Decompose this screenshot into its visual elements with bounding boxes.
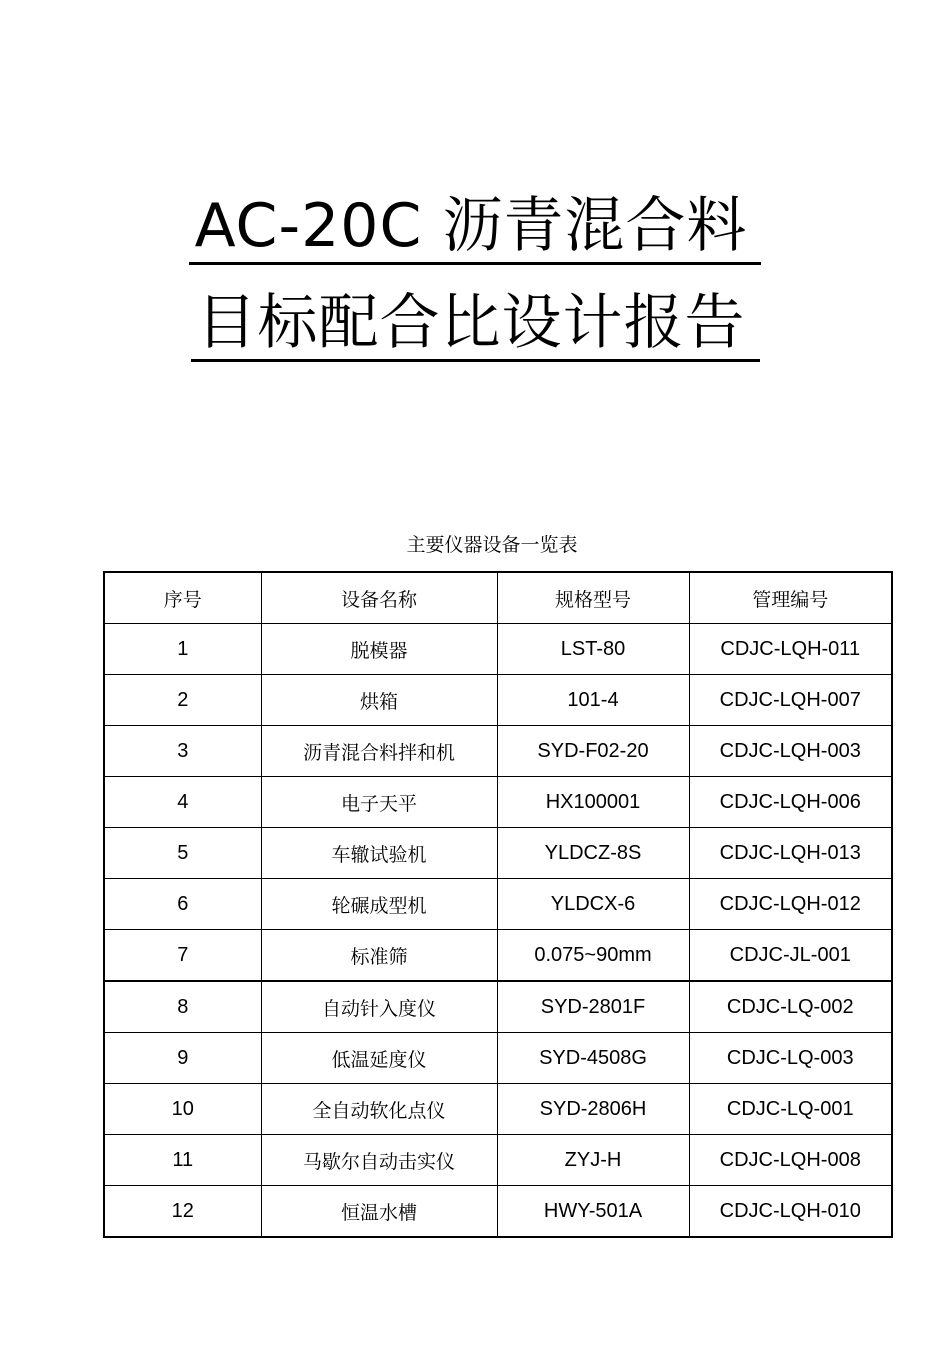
cell-equipment-name: 烘箱 [261, 675, 497, 726]
cell-serial-no: 3 [104, 726, 261, 777]
table-row [104, 1186, 892, 1238]
cell-serial-no: 11 [104, 1135, 261, 1186]
cell-model: SYD-4508G [497, 1033, 689, 1084]
report-title-line-1: AC-20C 沥青混合料 [189, 190, 762, 265]
cell-model: YLDCZ-8S [497, 828, 689, 879]
cell-serial-no: 10 [104, 1084, 261, 1135]
cell-serial-no: 9 [104, 1033, 261, 1084]
cell-equipment-name: 沥青混合料拌和机 [261, 726, 497, 777]
header-management-code: 管理编号 [689, 572, 892, 624]
cell-management-code: CDJC-LQ-003 [689, 1033, 892, 1084]
cell-equipment-name: 标准筛 [261, 930, 497, 982]
report-title-line-2: 目标配合比设计报告 [191, 287, 760, 362]
cell-model: 0.075~90mm [497, 930, 689, 982]
cell-equipment-name: 自动针入度仪 [261, 981, 497, 1033]
cell-serial-no: 7 [104, 930, 261, 982]
cell-management-code: CDJC-LQH-008 [689, 1135, 892, 1186]
cell-equipment-name: 马歇尔自动击实仪 [261, 1135, 497, 1186]
header-model: 规格型号 [497, 572, 689, 624]
cell-model: SYD-2801F [497, 981, 689, 1033]
cell-equipment-name: 电子天平 [261, 777, 497, 828]
table-row [104, 624, 892, 675]
cell-equipment-name: 全自动软化点仪 [261, 1084, 497, 1135]
cell-management-code: CDJC-LQH-003 [689, 726, 892, 777]
cell-management-code: CDJC-LQ-002 [689, 981, 892, 1033]
cell-model: HX100001 [497, 777, 689, 828]
cell-model: LST-80 [497, 624, 689, 675]
table-row [104, 726, 892, 777]
cell-equipment-name: 车辙试验机 [261, 828, 497, 879]
cell-management-code: CDJC-LQH-007 [689, 675, 892, 726]
table-row [104, 828, 892, 879]
header-equipment-name: 设备名称 [261, 572, 497, 624]
table-row [104, 930, 892, 982]
cell-model: SYD-F02-20 [497, 726, 689, 777]
table-row [104, 879, 892, 930]
cell-equipment-name: 脱模器 [261, 624, 497, 675]
cell-management-code: CDJC-JL-001 [689, 930, 892, 982]
cell-serial-no: 12 [104, 1186, 261, 1238]
cell-management-code: CDJC-LQH-010 [689, 1186, 892, 1238]
report-title [0, 190, 950, 362]
cell-serial-no: 5 [104, 828, 261, 879]
cell-model: 101-4 [497, 675, 689, 726]
table-row [104, 1135, 892, 1186]
cell-model: SYD-2806H [497, 1084, 689, 1135]
cell-management-code: CDJC-LQH-006 [689, 777, 892, 828]
cell-equipment-name: 恒温水槽 [261, 1186, 497, 1238]
cell-serial-no: 8 [104, 981, 261, 1033]
cell-serial-no: 6 [104, 879, 261, 930]
cell-model: HWY-501A [497, 1186, 689, 1238]
table-header-row [104, 572, 892, 624]
cell-management-code: CDJC-LQH-011 [689, 624, 892, 675]
cell-management-code: CDJC-LQH-012 [689, 879, 892, 930]
cell-equipment-name: 轮碾成型机 [261, 879, 497, 930]
cell-serial-no: 4 [104, 777, 261, 828]
cell-serial-no: 2 [104, 675, 261, 726]
cell-model: ZYJ-H [497, 1135, 689, 1186]
table-row [104, 777, 892, 828]
header-serial-no: 序号 [104, 572, 261, 624]
cell-management-code: CDJC-LQ-001 [689, 1084, 892, 1135]
table-row [104, 1084, 892, 1135]
cell-model: YLDCX-6 [497, 879, 689, 930]
cell-equipment-name: 低温延度仪 [261, 1033, 497, 1084]
table-row [104, 1033, 892, 1084]
table-row [104, 981, 892, 1033]
cell-management-code: CDJC-LQH-013 [689, 828, 892, 879]
equipment-table [103, 571, 893, 1238]
cell-serial-no: 1 [104, 624, 261, 675]
table-row [104, 675, 892, 726]
table-caption: 主要仪器设备一览表 [406, 534, 578, 556]
